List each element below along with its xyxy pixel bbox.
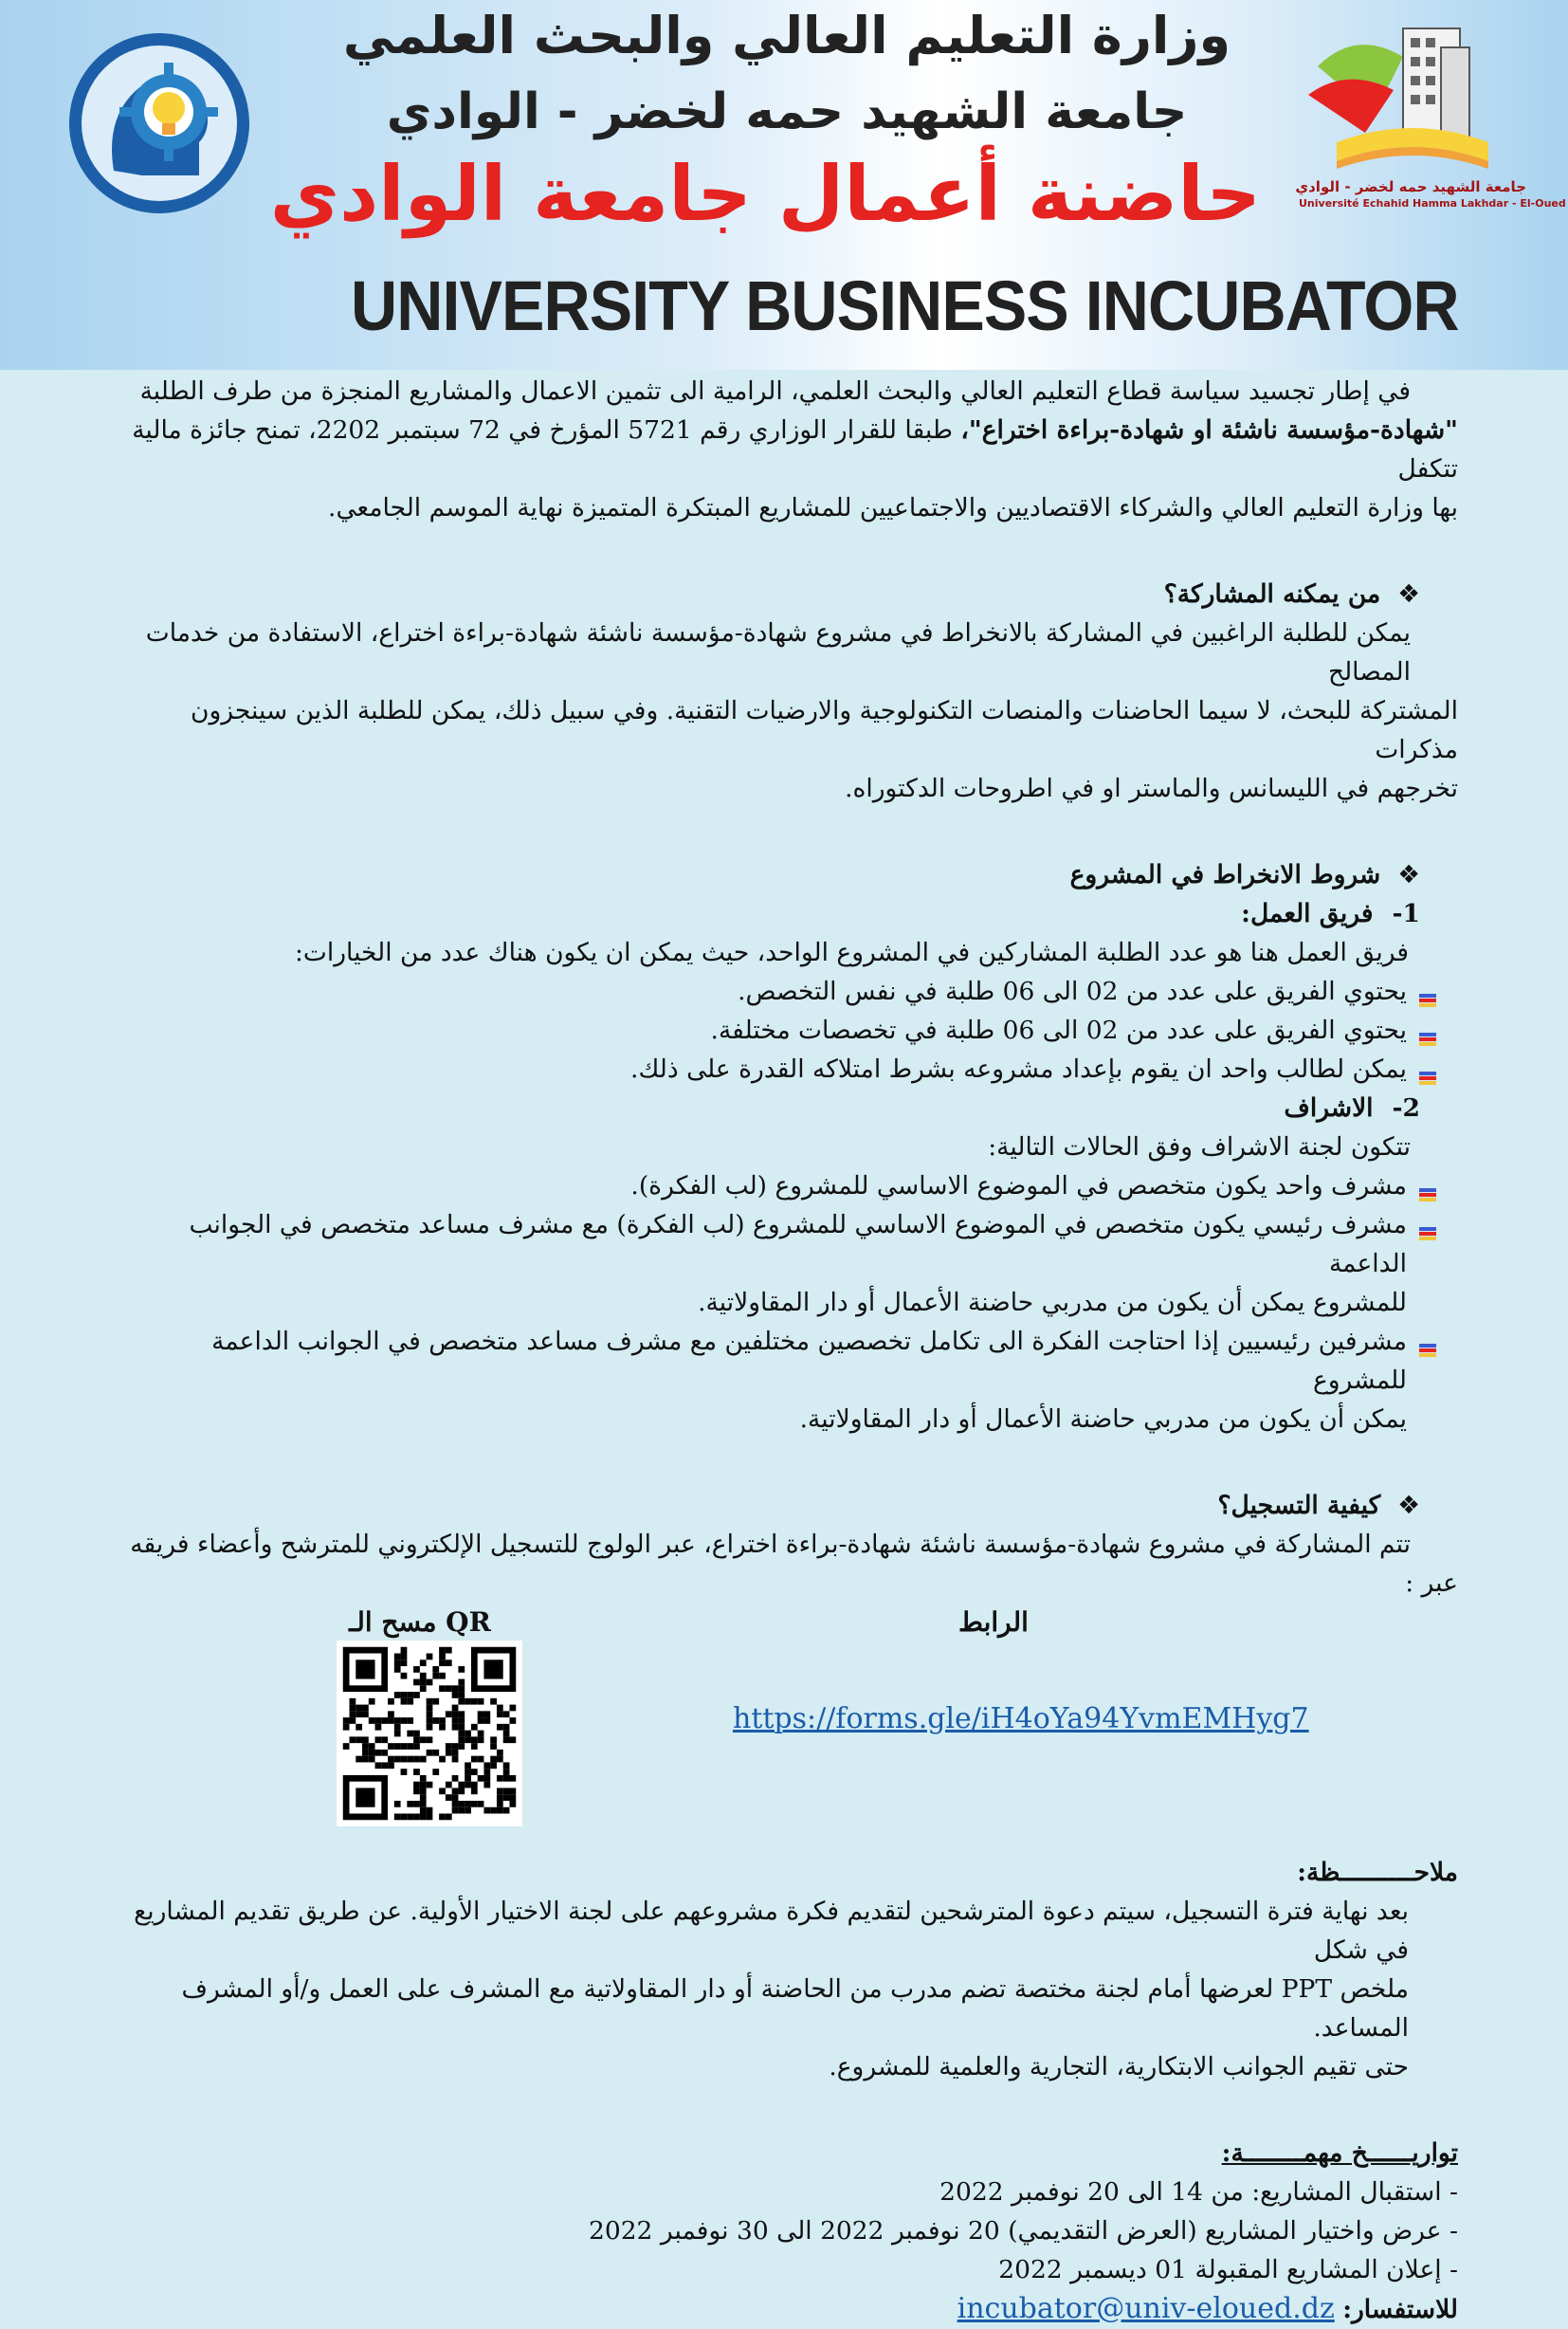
contact-email[interactable]: incubator@univ-eloued.dz — [957, 2292, 1335, 2325]
book-bullet-icon — [1418, 982, 1437, 1001]
team-intro: فريق العمل هنا هو عدد الطلبة المشاركين في المشروع الواحد، حيث يمكن ان يكون هناك عدد من الخيارات: — [294, 938, 1409, 967]
date-item-1: - استقبال المشاريع: من 14 الى 20 نوفمبر 2022 — [939, 2177, 1458, 2207]
qr-code-icon — [337, 1641, 522, 1826]
register-title: كيفية التسجيل؟ — [1217, 1491, 1381, 1520]
announcement-body — [112, 372, 1458, 2329]
book-bullet-icon — [1418, 1332, 1437, 1351]
supervision-heading — [112, 1089, 1458, 1128]
intro-line-2-rest: طبقا للقرار الوزاري رقم 5721 المؤرخ في 72 سبتمبر 2202، تمنح جائزة مالية تتكفل — [132, 415, 1458, 484]
supervision-number: 2- — [1392, 1093, 1420, 1123]
link-label: الرابط — [958, 1606, 1029, 1638]
supervision-case-2-cont: للمشروع يمكن أن يكون من مدربي حاضنة الأعمال أو دار المقاولاتية. — [698, 1288, 1407, 1317]
team-option-3: يمكن لطالب واحد ان يقوم بإعداد مشروعه بشرط امتلاكه القدرة على ذلك. — [630, 1054, 1407, 1084]
registration-options — [112, 1603, 1458, 1821]
ministry-title: وزارة التعليم العالي والبحث العلمي — [342, 6, 1231, 65]
team-option-2: يحتوي الفريق على عدد من 02 الى 06 طلبة في تخصصات مختلفة. — [710, 1016, 1407, 1045]
diamond-bullet-icon: ❖ — [1397, 1491, 1420, 1520]
university-logo — [1295, 9, 1566, 218]
supervision-case-3-cont: يمكن أن يكون من مدربي حاضنة الأعمال أو دار المقاولاتية. — [799, 1404, 1407, 1434]
book-bullet-icon — [1418, 1060, 1437, 1079]
registration-link[interactable]: https://forms.gle/iH4oYa94YvmEMHyg7 — [733, 1702, 1309, 1735]
logo-caption-ar: جامعة الشهيد حمه لخضر - الوادي — [1295, 178, 1526, 195]
conditions-title: شروط الانخراط في المشروع — [1069, 860, 1381, 889]
list-item — [112, 972, 1458, 1011]
incubator-title-en: UNIVERSITY BUSINESS INCUBATOR — [351, 266, 1459, 345]
who-line-2: المشتركة للبحث، لا سيما الحاضنات والمنصات التكنولوجية والارضيات التقنية. وفي سبيل ذلك، يمكن للطلبة الذين سينجزون مذكرات — [191, 696, 1458, 764]
register-heading — [112, 1486, 1458, 1525]
contact-line — [112, 2289, 1458, 2329]
supervision-case-2: مشرف رئيسي يكون متخصص في الموضوع الاساسي للمشروع (لب الفكرة) مع مشرف مساعد متخصص في الجوانب الداعمة — [189, 1210, 1407, 1278]
who-heading — [112, 575, 1458, 614]
contact-label: للاستفسار: — [1342, 2295, 1458, 2324]
note-heading: ملاحــــــــــظة: — [1297, 1858, 1458, 1887]
book-bullet-icon — [1418, 1216, 1437, 1235]
intro-line-3: بها وزارة التعليم العالي والشركاء الاقتصاديين والاجتماعيين للمشاريع المبتكرة المتميزة نهاية الموسم الجامعي. — [328, 493, 1458, 523]
team-number: 1- — [1392, 899, 1420, 928]
dates-heading: تواريــــــخ مهمــــــــة: — [1221, 2138, 1458, 2168]
list-item — [112, 1050, 1458, 1089]
university-building-book-icon — [1299, 9, 1526, 180]
list-item — [112, 1011, 1458, 1050]
diamond-bullet-icon: ❖ — [1397, 579, 1420, 609]
who-line-1: يمكن للطلبة الراغبين في المشاركة بالانخراط في مشروع شهادة-مؤسسة ناشئة شهادة-براءة اختراع، الاستفادة من خدمات المصالح — [145, 618, 1411, 687]
conditions-heading — [112, 855, 1458, 894]
team-title: فريق العمل: — [1241, 899, 1374, 928]
register-line-1: تتم المشاركة في مشروع شهادة-مؤسسة ناشئة شهادة-براءة اختراع، عبر الولوج للتسجيل الإلكتروني للمترشح وأعضاء فريقه — [130, 1530, 1411, 1559]
header-banner — [0, 0, 1568, 370]
supervision-intro: تتكون لجنة الاشراف وفق الحالات التالية: — [988, 1132, 1411, 1162]
intro-line-1: في إطار تجسيد سياسة قطاع التعليم العالي والبحث العلمي، الرامية الى تثمين الاعمال والمشاريع المنجزة من طرف الطلبة — [139, 376, 1411, 406]
who-title: من يمكنه المشاركة؟ — [1163, 579, 1381, 609]
certificate-types: "شهادة-مؤسسة ناشئة او شهادة-براءة اختراع"، — [960, 415, 1458, 445]
note-line-3: حتى تقيم الجوانب الابتكارية، التجارية والعلمية للمشروع. — [829, 2052, 1409, 2081]
list-item — [112, 1205, 1458, 1283]
logo-caption-fr: Université Echahid Hamma Lakhdar - El-Oued — [1299, 197, 1566, 210]
lightbulb-gear-head-icon — [47, 9, 275, 237]
register-line-2: عبر : — [1405, 1568, 1458, 1598]
diamond-bullet-icon: ❖ — [1397, 860, 1420, 889]
date-item-2: - عرض واختيار المشاريع (العرض التقديمي) 20 نوفمبر 2022 الى 30 نوفمبر 2022 — [588, 2216, 1458, 2246]
note-line-2: ملخص PPT لعرضها أمام لجنة مختصة تضم مدرب من الحاضنة أو دار المقاولاتية مع المشرف على العمل و/أو المشرف المساعد. — [181, 1974, 1409, 2043]
who-line-3: تخرجهم في الليسانس والماستر او في اطروحات الدكتوراه. — [845, 774, 1458, 803]
qr-label: مسح الـ QR — [349, 1606, 491, 1638]
supervision-title: الاشراف — [1284, 1093, 1374, 1123]
team-option-1: يحتوي الفريق على عدد من 02 الى 06 طلبة في نفس التخصص. — [738, 977, 1407, 1006]
qr-code[interactable] — [337, 1641, 522, 1826]
incubator-title-ar: حاضنة أعمال جامعة الوادي — [269, 150, 1261, 238]
list-item — [112, 1322, 1458, 1400]
book-bullet-icon — [1418, 1177, 1437, 1196]
supervision-case-3: مشرفين رئيسيين إذا احتاجت الفكرة الى تكامل تخصصين مختلفين مع مشرف مساعد متخصص في الجوانب الداعمة للمشروع — [211, 1327, 1407, 1395]
date-item-3: - إعلان المشاريع المقبولة 01 ديسمبر 2022 — [998, 2255, 1458, 2284]
intro-line-2 — [112, 411, 1458, 488]
team-heading — [112, 894, 1458, 933]
note-line-1: بعد نهاية فترة التسجيل، سيتم دعوة المترشحين لتقديم فكرة مشروعهم على لجنة الاختيار الأولية. عن طريق تقديم المشاريع في شكل — [134, 1897, 1409, 1965]
supervision-case-1: مشرف واحد يكون متخصص في الموضوع الاساسي للمشروع (لب الفكرة). — [630, 1171, 1407, 1201]
university-title: جامعة الشهيد حمه لخضر - الوادي — [386, 83, 1188, 140]
incubator-logo — [47, 9, 275, 237]
list-item — [112, 1166, 1458, 1205]
book-bullet-icon — [1418, 1021, 1437, 1040]
